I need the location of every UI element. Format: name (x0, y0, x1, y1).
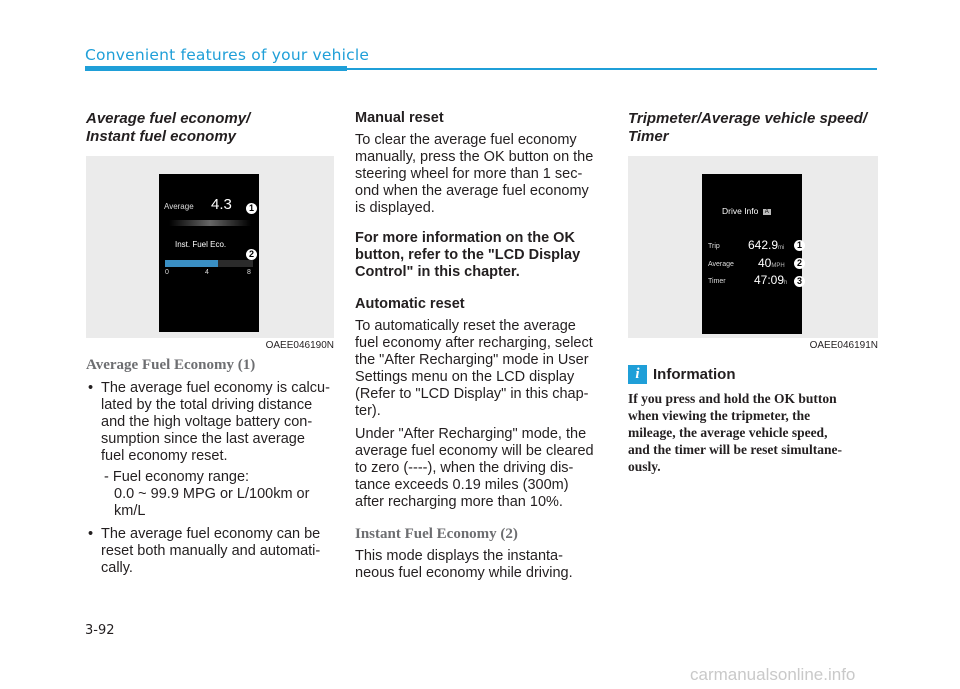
section-heading-tripmeter: Tripmeter/Average vehicle speed/ Timer (628, 110, 868, 145)
page-section-title: Convenient features of your vehicle (85, 46, 370, 64)
column-left (86, 110, 334, 577)
subheading-average-fuel-economy: Average Fuel Economy (1) (86, 357, 256, 373)
lcd-reference-note: For more information on the OK button, refer to the "LCD Display Control" in this chapter. (355, 230, 581, 280)
fuel-economy-range: - Fuel economy range: 0.0 ~ 99.9 MPG or L/100km or km/L (104, 469, 310, 519)
bullet-item: • The average fuel economy is calcu- lated by the total driving distance and the high voltage battery con- sumption since the last average fuel economy reset. (86, 380, 334, 465)
inst-fuel-eco-label: Inst. Fuel Eco. (175, 240, 227, 249)
average-speed-label: Average (708, 261, 734, 268)
fuel-eco-bar-fill (165, 260, 218, 267)
callout-badge-1: 1 (794, 240, 805, 251)
lcd-screen (702, 174, 802, 334)
bullet-list (86, 380, 334, 465)
manual-reset-heading: Manual reset (355, 110, 444, 126)
information-title: Information (653, 366, 736, 383)
figure-drive-info (628, 156, 878, 338)
column-middle (355, 110, 604, 582)
page-number: 3-92 (85, 623, 115, 638)
trip-value: 642.9mi (748, 238, 785, 252)
drive-info-title: Drive Info A (722, 206, 769, 216)
timer-value: 47:09h (754, 273, 788, 287)
callout-badge-1: 1 (246, 203, 257, 214)
trip-label: Trip (708, 243, 720, 250)
information-text: If you press and hold the OK button when viewing the tripmeter, the mileage, the average vehicle speed, and the timer will be reset simultane- ously. (628, 391, 842, 474)
watermark: carmanualsonline.info (690, 665, 856, 684)
header-rule-thin (347, 68, 877, 70)
bullet-list (86, 526, 334, 577)
scale-label-4: 4 (205, 269, 209, 276)
figure-caption: OAEE046190N (265, 340, 334, 351)
after-recharging-text: Under "After Recharging" mode, the average fuel economy will be cleared to zero (----), when the driving dis- tance exceeds 0.19 miles (300m) after recharging more than 10%. (355, 426, 594, 510)
scale-label-0: 0 (165, 269, 169, 276)
callout-badge-2: 2 (794, 258, 805, 269)
subheading-instant-fuel-economy: Instant Fuel Economy (2) (355, 526, 518, 542)
callout-badge-2: 2 (246, 249, 257, 260)
manual-reset-text: To clear the average fuel economy manually, press the OK button on the steering wheel for more than 1 sec- ond when the average fuel economy is displayed. (355, 132, 594, 216)
callout-badge-3: 3 (794, 276, 805, 287)
automatic-reset-text: To automatically reset the average fuel economy after recharging, select the "After Recharging" mode in User Settings menu on the LCD display (Refer to "LCD Display" in this chap- ter). (355, 318, 593, 419)
fuel-eco-bar (165, 260, 253, 267)
column-right (628, 110, 878, 475)
average-value: 4.3 (211, 196, 232, 213)
information-box (628, 365, 878, 384)
average-label: Average (164, 202, 194, 211)
lcd-screen (159, 174, 259, 332)
bullet-item: • The average fuel economy can be reset both manually and automati- cally. (86, 526, 334, 577)
figure-fuel-economy (86, 156, 334, 338)
average-speed-value: 40MPH (758, 256, 785, 270)
info-icon: i (628, 365, 647, 384)
average-glow (169, 220, 251, 226)
header-rule-thick (85, 66, 347, 71)
scale-label-8: 8 (247, 269, 251, 276)
automatic-reset-heading: Automatic reset (355, 296, 465, 312)
timer-label: Timer (708, 278, 726, 285)
section-heading-fuel-economy: Average fuel economy/ Instant fuel economy (86, 110, 251, 145)
figure-caption: OAEE046191N (809, 340, 878, 351)
drive-info-badge: A (764, 208, 769, 215)
instant-fuel-economy-text: This mode displays the instanta- neous fuel economy while driving. (355, 548, 573, 581)
